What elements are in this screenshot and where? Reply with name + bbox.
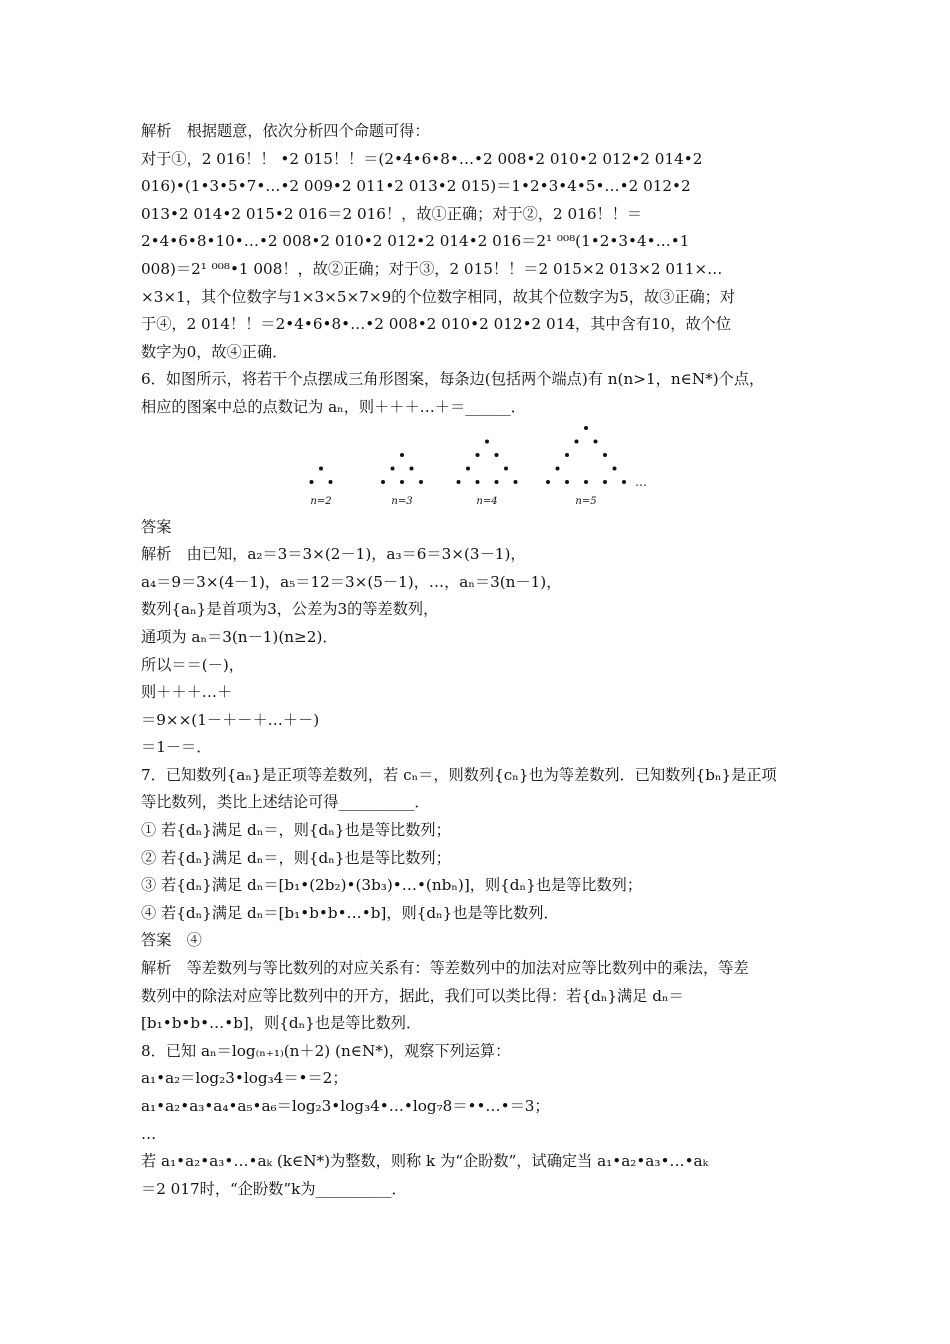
document-page [141, 118, 813, 1203]
dot-mark [466, 466, 470, 470]
text-line: 013•2 014•2 015•2 016＝2 016！，故①正确；对于②，2 016！！＝ [141, 204, 643, 223]
dot-mark [565, 453, 569, 457]
dot-mark [485, 439, 489, 443]
text-line: 解析 等差数列与等比数列的对应关系有：等差数列中的加法对应等比数列中的乘法，等差 [141, 959, 749, 978]
text-line: ④ 若{dₙ}满足 dₙ＝[b₁•b•b•…•b]，则{dₙ}也是等比数列． [141, 903, 559, 922]
triangle-dots-svg [141, 424, 813, 508]
text-line: 2•4•6•8•10•…•2 008•2 010•2 012•2 014•2 016＝2¹ ⁰⁰⁸(1•2•3•4•…•1 [141, 232, 690, 251]
triangle-dots-figure [141, 424, 813, 508]
text-line: 数列中的除法对应等比数列中的开方，据此，我们可以类比得：若{dₙ}满足 dₙ＝ [141, 986, 684, 1005]
text-line: ＝1－＝． [141, 738, 212, 757]
dot-mark [613, 466, 617, 470]
text-line: [b₁•b•b•…•b]，则{dₙ}也是等比数列． [141, 1014, 422, 1033]
pattern-label: n=2 [310, 495, 332, 507]
dot-mark [556, 466, 560, 470]
text-line: 数字为0，故④正确． [141, 342, 288, 361]
dot-mark [410, 466, 414, 470]
text-line: 若 a₁•a₂•a₃•…•aₖ (k∈N*)为整数，则称 k 为“企盼数”，试确定当 a₁•a₂•a₃•…•aₖ [141, 1152, 709, 1171]
dot-mark [504, 466, 508, 470]
pattern-label: n=4 [476, 495, 498, 507]
dot-mark [310, 480, 314, 484]
dot-mark [381, 480, 385, 484]
text-line: a₁•a₂•a₃•a₄•a₅•a₆＝log₂3•log₃4•…•log₇8＝••…•＝3； [141, 1097, 550, 1115]
text-line: 所以＝＝(－)， [141, 655, 244, 674]
text-line: 8．已知 aₙ＝log₍ₙ₊₁₎(n＋2) (n∈N*)，观察下列运算： [141, 1041, 511, 1060]
text-line: 016)•(1•3•5•7•…•2 009•2 011•2 013•2 015)＝1•2•3•4•5•…•2 012•2 [141, 177, 691, 196]
dot-mark [603, 453, 607, 457]
dot-mark [514, 480, 518, 484]
dot-mark [584, 426, 588, 430]
dot-mark [457, 480, 461, 484]
text-block-top [141, 118, 813, 422]
text-line: 6．如图所示，将若干个点摆成三角形图案，每条边(包括两个端点)有 n(n>1，n∈N*)个点， [141, 370, 765, 389]
dot-mark [495, 453, 499, 457]
text-line: 于④，2 014！！＝2•4•6•8•…•2 008•2 010•2 012•2 014，其中含有10，故个位 [141, 315, 732, 334]
text-line: a₄＝9＝3×(4－1)，a₅＝12＝3×(5－1)，…，aₙ＝3(n－1)， [141, 572, 562, 591]
pattern-label: n=5 [575, 495, 597, 507]
text-line: 对于①，2 016！！ •2 015！！＝(2•4•6•8•…•2 008•2 010•2 012•2 014•2 [141, 149, 703, 168]
dot-mark [476, 480, 480, 484]
dot-mark [329, 480, 333, 484]
text-line: ＝9××(1－＋－＋…＋－) [141, 710, 320, 729]
text-line: ② 若{dₙ}满足 dₙ＝，则{dₙ}也是等比数列； [141, 848, 451, 867]
dot-mark [546, 480, 550, 484]
text-line: 7．已知数列{aₙ}是正项等差数列，若 cₙ＝，则数列{cₙ}也为等差数列．已知数列{bₙ}是正项 [141, 765, 777, 784]
text-line: 解析 根据题意，依次分析四个命题可得： [141, 122, 430, 140]
text-line: 数列{aₙ}是首项为3，公差为3的等差数列， [141, 600, 439, 619]
text-line: 通项为 aₙ＝3(n－1)(n≥2)． [141, 627, 338, 646]
dot-mark [565, 480, 569, 484]
text-line: ① 若{dₙ}满足 dₙ＝，则{dₙ}也是等比数列； [141, 821, 451, 840]
text-line: 答案 ④ [141, 931, 202, 950]
text-line: a₁•a₂＝log₂3•log₃4＝•＝2； [141, 1069, 348, 1088]
dot-mark [476, 453, 480, 457]
dot-mark [495, 480, 499, 484]
text-line: … [141, 1124, 157, 1143]
text-line: ×3×1，其个位数字与1×3×5×7×9的个位数字相同，故其个位数字为5，故③正确；对 [141, 287, 736, 306]
dot-mark [594, 439, 598, 443]
dot-mark [584, 480, 588, 484]
dot-mark [622, 480, 626, 484]
text-line: 则＋＋＋…＋ [141, 683, 233, 702]
dot-mark [400, 453, 404, 457]
text-line: ③ 若{dₙ}满足 dₙ＝[b₁•(2b₂)•(3b₃)•…•(nbₙ)]，则{dₙ}也是等比数列； [141, 876, 643, 895]
text-line: ＝2 017时，“企盼数”k为__________． [141, 1179, 407, 1198]
text-line: 解析 由已知，a₂＝3＝3×(2－1)，a₃＝6＝3×(3－1)， [141, 545, 526, 564]
figure-ellipsis: … [635, 474, 647, 489]
dot-mark [603, 480, 607, 484]
dot-mark [400, 480, 404, 484]
dot-mark [419, 480, 423, 484]
dot-mark [391, 466, 395, 470]
dot-mark [575, 439, 579, 443]
text-block-bottom [141, 514, 813, 1204]
text-line: 相应的图案中总的点数记为 aₙ，则＋＋＋…＋＝______． [141, 397, 526, 416]
text-line: 答案 [141, 517, 172, 536]
dot-mark [319, 466, 323, 470]
text-line: 008)＝2¹ ⁰⁰⁸•1 008！，故②正确；对于③，2 015！！＝2 015×2 013×2 011×… [141, 259, 723, 278]
text-line: 等比数列，类比上述结论可得__________． [141, 793, 430, 812]
pattern-label: n=3 [391, 495, 413, 507]
